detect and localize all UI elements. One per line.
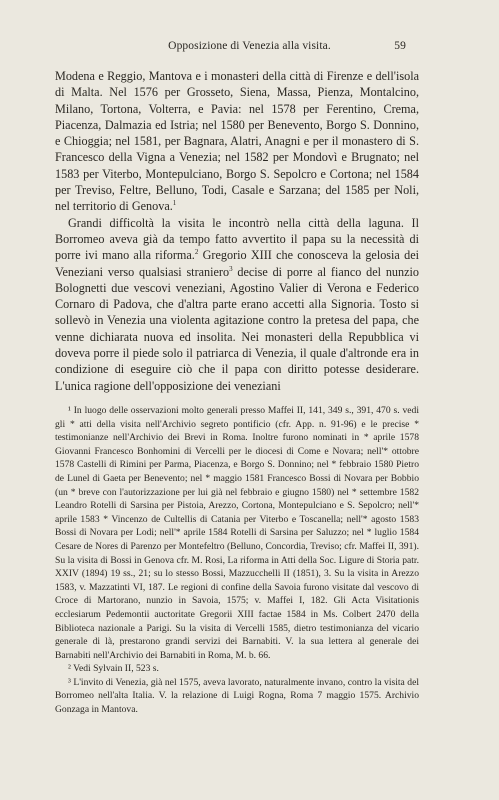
running-title: Opposizione di Venezia alla visita. xyxy=(168,40,331,52)
footnote-ref: 1 xyxy=(172,199,177,208)
paragraph xyxy=(55,215,419,394)
paragraph xyxy=(55,68,419,215)
footnote-1: ¹ In luogo delle osservazioni molto generali presso Maffei II, 141, 349 s., 391, 470 s. vedi gli * atti della visita nell'Archivio segreto pontificio (cfr. App. n. 91-96) e le precise * testimonianze nell'Archivio dei Brevi in Roma. Inoltre furono nominati in * aprile 1578 Giovanni Francesco Bonhomini di Vercelli per le diocesi di Come e Novara; nell'* ottobre 1578 Castelli di Rimini per Parma, Piacenza, e Borgo S. Donnino; nel * febbraio 1580 Pietro de Lunel di Gaeta per Benevento; nel * maggio 1581 Francesco Bossi di Novara per Bobbio (un * breve con l'autorizzazione per lui già nel febbraio e giugno 1580) nel * settembre 1582 Leandro Rotelli di Sarsina per Pistoia, Arezzo, Cortona, Montepulciano e S. Sepolcro; nell'* aprile 1583 * Vincenzo de Cultellis di Catania per Viterbo e Toscanella; nell'* agosto 1583 Bossi di Novara per Lodi; nell'* aprile 1584 Rotelli di Sarsina per Saluzzo; nel * luglio 1584 Cesare de Nores di Parenzo per Montefeltro (Belluno, Concordia, Treviso; cfr. Maffei II, 391). Su la visita di Bossi in Genova cfr. M. Rosi, La riforma in Atti della Soc. Ligure di Storia patr. XXIV (1894) 19 ss., 21; su lo stesso Bossi, Mazzucchelli II (1851), 3. Su la visita in Arezzo 1583, v. Mazzatinti VI, 187. Le regioni di confine della Savoia furono visitate dal vescovo di Croce di Martorano, nunzio in Savoia, 1575; v. Maffei I, 182. Gli Acta Visitationis ecclesiarum Pedemontii auctoritate Gregorii XIII factae 1584 in Ms. Colbert 2470 della Biblioteca nazionale a Parigi. Su la visita di Vercelli 1585, dietro testimonianza del vicario generale di là, prestarono grandi servizi dei Barnabiti. V. la sua lettera al generale dei Barnabiti nell'Archivio dei Barnabiti in Roma, M. b. 66. xyxy=(55,405,419,661)
footnote-2: ² Vedi Sylvain II, 523 s. xyxy=(68,663,159,675)
paragraph-text: Modena e Reggio, Mantova e i monasteri della città di Firenze e dell'isola di Malta. Nel 1576 per Grosseto, Siena, Massa, Pienza, Montalcino, Milano, Tortona, Volterra, e Pavia: nel 1578 per Ferentino, Crema, Piacenza, Dalmazia ed Istria; nel 1580 per Benevento, Borgo S. Donnino, e Chioggia; nel 1581, per Bagnara, Alatri, Anagni e per il monastero di S. Francesco della Vigna a Venezia; nel 1582 per Mondovì e Brugnato; nel 1583 per Viterbo, Montepulciano, Borgo S. Sepolcro e Cortona; nel 1584 per Treviso, Feltre, Belluno, Todi, Casale e Sarzana; del 1585 per Noli, nel territorio di Genova. xyxy=(55,69,419,214)
paragraph-text: Gregorio XIII che conosceva la gelosia dei Veneziani verso qualsiasi straniero xyxy=(55,248,419,279)
page-number: 59 xyxy=(394,40,406,52)
paragraph-text: decise di porre al fianco del nunzio Bolognetti due vescovi veneziani, Agostino Valier di Verona e Federico Cornaro di Padova, che d'altra parte erano accetti alla Signoria. Tosto si sollevò in Venezia una violenta agitazione contro la pretesa del papa, che venne dichiarata nuova ed insolita. Nei monasteri della Repubblica vi doveva porre il piede solo il patriarca di Venezia, il quale d'altronde era in condizione di eseguire ciò che il papa con diritto potesse desiderare. L'unica ragione dell'opposizione dei veneziani xyxy=(55,264,419,393)
footnote-ref: 3 xyxy=(229,264,233,273)
running-header xyxy=(0,40,499,56)
footnotes xyxy=(55,404,419,717)
footnote-3: ³ L'invito di Venezia, già nel 1575, aveva lavorato, naturalmente invano, contro la visita del Borromeo nell'alta Italia. V. la relazione di Luigi Rogna, Roma 7 maggio 1575. Archivio Gonzaga in Mantova. xyxy=(55,676,419,716)
main-text xyxy=(55,68,419,394)
paragraph-text: Grandi difficoltà la visita le incontrò nella città della laguna. Il Borromeo aveva già da tempo fatto avvertito il papa su la necessità di porre ivi mano alla riforma. xyxy=(55,215,419,263)
footnote-ref: 2 xyxy=(194,248,199,257)
